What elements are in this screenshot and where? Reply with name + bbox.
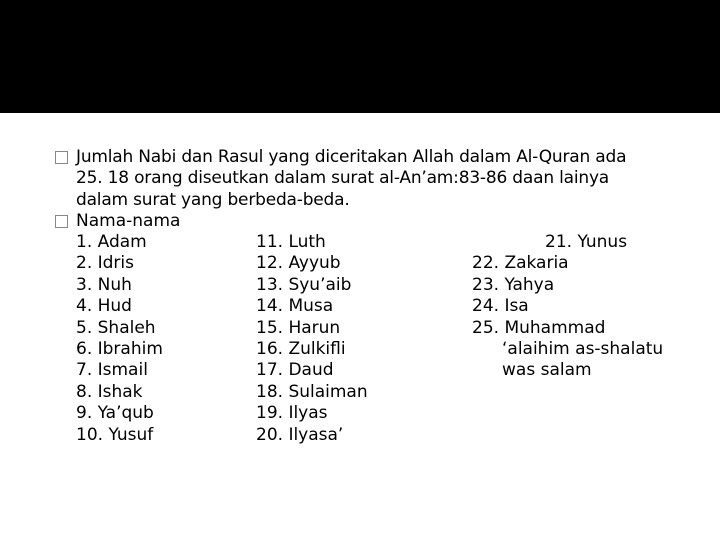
list-item: 20. Ilyasa’ (256, 424, 344, 445)
list-item: 4. Hud (76, 296, 132, 317)
square-bullet-icon (55, 151, 68, 164)
list-item: 17. Daud (256, 360, 334, 381)
list-item: 23. Yahya (472, 274, 555, 295)
list-item: 9. Ya’qub (76, 403, 154, 424)
list-item: 7. Ismail (76, 360, 148, 381)
list-item: 18. Sulaiman (256, 381, 368, 402)
list-item: 3. Nuh (76, 274, 132, 295)
intro-line: Jumlah Nabi dan Rasul yang diceritakan Allah dalam Al-Quran ada (76, 147, 627, 167)
list-item: was salam (502, 360, 592, 381)
prophet-list-column-1 (76, 232, 163, 446)
list-item: 8. Ishak (76, 381, 143, 402)
prophet-list-column-3 (472, 232, 663, 382)
list-item: 19. Ilyas (256, 403, 328, 424)
list-item: 11. Luth (256, 232, 326, 252)
list-item: 21. Yunus (545, 232, 628, 252)
list-item: 2. Idris (76, 253, 134, 274)
list-item: 22. Zakaria (472, 253, 569, 274)
list-item: ‘alaihim as-shalatu (502, 338, 664, 359)
intro-line: dalam surat yang berbeda-beda. (76, 189, 350, 210)
list-item: 16. Zulkifli (256, 338, 346, 359)
list-item: 10. Yusuf (76, 424, 154, 445)
list-item: 5. Shaleh (76, 317, 156, 338)
list-item: 13. Syu’aib (256, 274, 352, 295)
intro-line: 25. 18 orang diseutkan dalam surat al-An’am:83-86 daan lainya (76, 168, 610, 189)
list-item: 1. Adam (76, 232, 147, 252)
list-item: 25. Muhammad (472, 317, 606, 338)
list-item: 14. Musa (256, 296, 334, 317)
intro-paragraph (76, 147, 696, 211)
square-bullet-icon (55, 215, 68, 228)
list-item: 15. Harun (256, 317, 341, 338)
list-item: 6. Ibrahim (76, 338, 163, 359)
prophet-list-column-2 (256, 232, 368, 446)
list-item: 12. Ayyub (256, 253, 341, 274)
list-item: 24. Isa (472, 296, 529, 317)
names-heading: Nama-nama (76, 211, 181, 231)
